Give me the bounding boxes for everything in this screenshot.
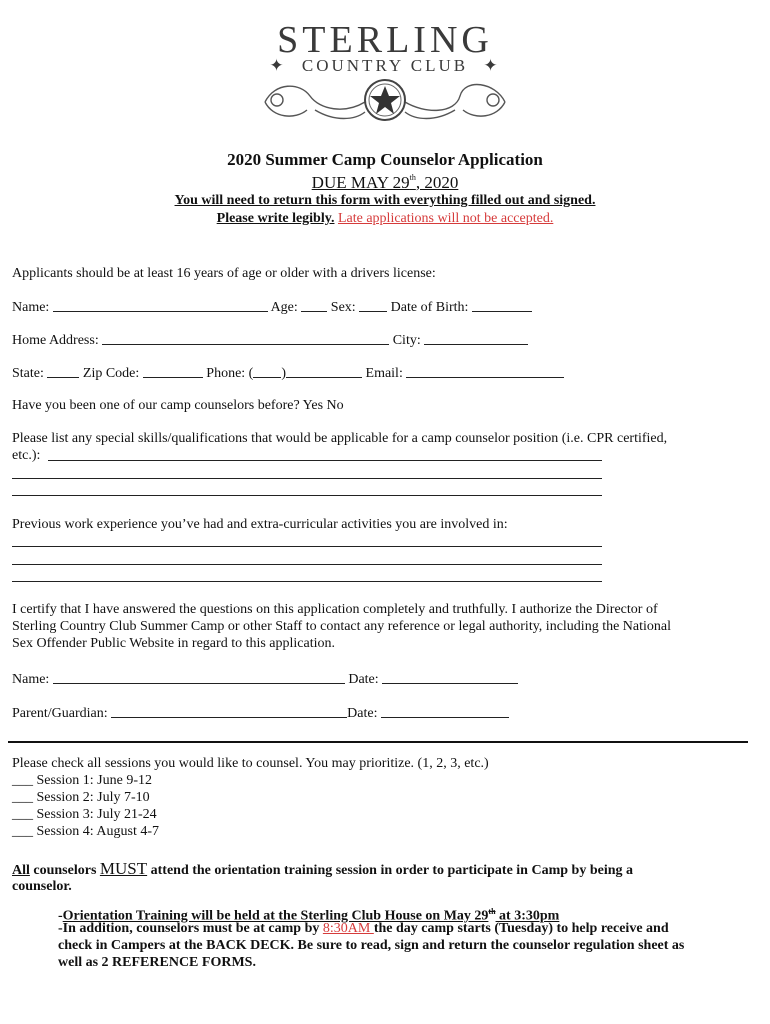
applicant-row-2: [12, 331, 528, 349]
zip-label: Zip Code:: [82, 366, 140, 381]
logo-star-right-icon: ✦: [483, 56, 501, 75]
dob-field[interactable]: [472, 298, 532, 312]
instruction-legibly-text: Please write legibly.: [216, 211, 335, 226]
logo-flourish-icon: [255, 74, 515, 130]
session-label: Session 1: June 9-12: [36, 773, 152, 788]
signature-name-label: Name:: [12, 672, 50, 687]
session-label: Session 3: July 21-24: [36, 807, 157, 822]
instruction-legibly: [0, 211, 770, 227]
session-checkbox[interactable]: ___: [12, 824, 33, 839]
guardian-date-label: Date:: [347, 706, 378, 721]
skills-etc: etc.):: [12, 448, 41, 463]
skills-question-line2: [12, 447, 40, 464]
orientation-reference-line: well as 2 REFERENCE FORMS.: [58, 955, 256, 970]
sessions-intro: Please check all sessions you would like to counsel. You may prioritize. (1, 2, 3, etc.): [12, 756, 489, 771]
address-field[interactable]: [102, 331, 389, 345]
signature-name-field[interactable]: [53, 670, 345, 684]
email-field[interactable]: [406, 364, 564, 378]
session-checkbox[interactable]: ___: [12, 807, 33, 822]
logo-star-left-icon: ✦: [269, 56, 287, 75]
address-label: Home Address:: [12, 333, 99, 348]
logo-subtitle: [0, 56, 770, 76]
phone-field[interactable]: [286, 364, 362, 378]
orientation-requirement: [12, 860, 633, 879]
instruction-return: You will need to return this form with everything filled out and signed.: [174, 193, 596, 208]
section-divider: [8, 741, 748, 743]
skills-line-1[interactable]: [48, 460, 602, 461]
orientation-requirement-2: counselor.: [12, 879, 72, 894]
zip-field[interactable]: [143, 364, 203, 378]
signature-date-field[interactable]: [382, 670, 518, 684]
city-field[interactable]: [424, 331, 528, 345]
experience-line-3[interactable]: [12, 581, 602, 582]
session-checkbox[interactable]: ___: [12, 790, 33, 805]
session-item[interactable]: [12, 823, 159, 840]
due-date: [0, 173, 770, 193]
session-label: Session 2: July 7-10: [36, 790, 150, 805]
orientation-arrival-b: the day camp starts (Tuesday) to help receive and: [373, 921, 669, 936]
certify-line-2: Sterling Country Club Summer Camp or other Staff to contact any reference or legal authority, including the National: [12, 619, 671, 634]
orientation-arrival-line: [58, 920, 669, 937]
skills-line-2[interactable]: [12, 478, 602, 479]
applicant-row-1: [12, 298, 532, 316]
session-item[interactable]: [12, 806, 157, 823]
applicant-row-3: [12, 364, 564, 382]
name-field[interactable]: [53, 298, 268, 312]
phone-label: Phone: (: [206, 366, 254, 381]
state-label: State:: [12, 366, 44, 381]
orientation-counselors: counselors: [29, 863, 100, 878]
logo-name: STERLING: [277, 19, 493, 61]
orientation-training-text: Orientation Training will be held at the Sterling Club House on May 29: [62, 908, 489, 924]
sex-field[interactable]: [359, 298, 387, 312]
name-label: Name:: [12, 300, 50, 315]
experience-line-1[interactable]: [12, 546, 602, 547]
skills-line-3[interactable]: [12, 495, 602, 496]
skills-question-line1: Please list any special skills/qualifications that would be applicable for a camp counselor position (i.e. CPR certified,: [12, 431, 668, 446]
certify-line-3: Sex Offender Public Website in regard to this application.: [12, 636, 336, 651]
experience-line-2[interactable]: [12, 564, 602, 565]
sex-label: Sex:: [330, 300, 356, 315]
late-notice: Late applications will not be accepted.: [337, 211, 554, 226]
orientation-rest: attend the orientation training session in order to participate in Camp by being a: [147, 863, 633, 878]
guardian-field[interactable]: [111, 704, 347, 718]
due-prefix: DUE MAY 29: [311, 173, 410, 192]
experience-question: Previous work experience you’ve had and extra-curricular activities you are involved in:: [12, 517, 508, 532]
due-suffix: , 2020: [415, 173, 459, 192]
state-field[interactable]: [47, 364, 79, 378]
signature-date-label: Date:: [348, 672, 379, 687]
city-label: City:: [392, 333, 421, 348]
dob-label: Date of Birth:: [390, 300, 469, 315]
orientation-all: All: [12, 863, 30, 878]
signature-row: [12, 670, 518, 688]
orientation-arrival-time: 8:30AM: [322, 921, 374, 936]
orientation-training-time: at 3:30pm: [495, 908, 560, 924]
age-field[interactable]: [301, 298, 327, 312]
guardian-label: Parent/Guardian:: [12, 706, 108, 721]
orientation-dash: -: [58, 908, 63, 924]
orientation-checkin-line: check in Campers at the BACK DECK. Be sure to read, sign and return the counselor regulation sheet as: [58, 938, 685, 953]
age-label: Age:: [270, 300, 298, 315]
due-sup: th: [409, 173, 416, 182]
session-item[interactable]: [12, 789, 150, 806]
logo-subtitle-text: COUNTRY CLUB: [301, 56, 469, 75]
page-title: 2020 Summer Camp Counselor Application: [227, 150, 543, 169]
certify-line-1: I certify that I have answered the questions on this application completely and truthfully. I authorize the Director of: [12, 602, 658, 617]
orientation-training-sup: th: [488, 907, 496, 916]
age-requirement: Applicants should be at least 16 years of age or older with a drivers license:: [12, 266, 436, 281]
guardian-date-field[interactable]: [381, 704, 509, 718]
session-item[interactable]: [12, 772, 152, 789]
session-label: Session 4: August 4-7: [36, 824, 160, 839]
previous-counselor-question: Have you been one of our camp counselors before? Yes No: [12, 398, 344, 413]
phone-close: ): [281, 366, 287, 381]
phone-area-field[interactable]: [253, 364, 281, 378]
email-label: Email:: [365, 366, 403, 381]
orientation-must: MUST: [99, 859, 148, 878]
orientation-arrival-a: -In addition, counselors must be at camp by: [58, 921, 323, 936]
session-checkbox[interactable]: ___: [12, 773, 33, 788]
guardian-row: [12, 704, 509, 722]
